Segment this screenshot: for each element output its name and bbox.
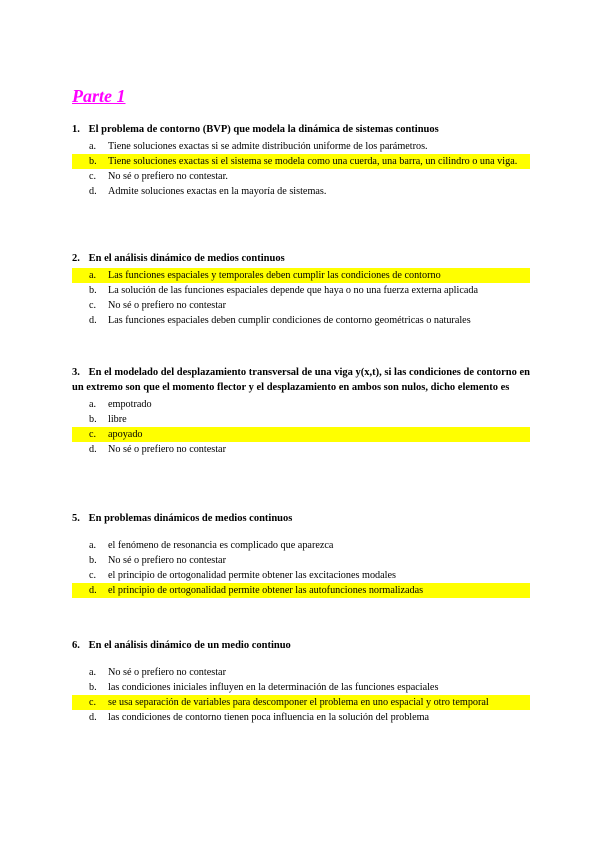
option-d xyxy=(72,710,530,725)
option-b-highlighted xyxy=(72,154,530,169)
option-d xyxy=(72,442,530,457)
question-5 xyxy=(72,511,530,598)
question-text: En el análisis dinámico de medios continuos xyxy=(88,253,285,264)
option-text: Tiene soluciones exactas si el sistema se modela como una cuerda, una barra, un cilindro o una viga. xyxy=(108,156,518,167)
option-d xyxy=(72,184,530,199)
options-list xyxy=(72,397,530,457)
option-a xyxy=(72,397,530,412)
option-text: No sé o prefiero no contestar xyxy=(108,444,226,455)
option-text: el principio de ortogonalidad permite obtener las excitaciones modales xyxy=(108,570,396,581)
option-letter: b. xyxy=(89,285,97,296)
question-text: En problemas dinámicos de medios continuos xyxy=(88,513,293,524)
option-text: No sé o prefiero no contestar xyxy=(108,555,226,566)
options-list xyxy=(72,139,530,199)
question-number: 2. xyxy=(72,253,80,264)
option-letter: a. xyxy=(89,270,97,281)
option-letter: b. xyxy=(89,555,97,566)
option-letter: c. xyxy=(89,171,97,182)
option-letter: a. xyxy=(89,141,97,152)
option-text: No sé o prefiero no contestar. xyxy=(108,171,228,182)
question-number: 3. xyxy=(72,367,80,378)
option-text: libre xyxy=(108,414,127,425)
section-title: Parte 1 xyxy=(72,86,126,106)
question-prompt xyxy=(72,511,530,526)
option-letter: c. xyxy=(89,697,97,708)
option-letter: b. xyxy=(89,414,97,425)
option-a xyxy=(72,538,530,553)
question-text: En el modelado del desplazamiento transversal de una viga y(x,t), si las condiciones de contorno en un extremo son que el momento flector y el desplazamiento en ambos son nulos, dicho elemento es xyxy=(72,367,530,393)
option-text: se usa separación de variables para descomponer el problema en uno espacial y otro temporal xyxy=(108,697,489,708)
option-letter: d. xyxy=(89,712,97,723)
option-letter: d. xyxy=(89,444,97,455)
option-letter: d. xyxy=(89,186,97,197)
option-text: apoyado xyxy=(108,429,143,440)
question-6 xyxy=(72,638,530,725)
option-text: Las funciones espaciales y temporales deben cumplir las condiciones de contorno xyxy=(108,270,441,281)
question-prompt xyxy=(72,122,530,137)
options-list xyxy=(72,268,530,328)
question-number: 5. xyxy=(72,513,80,524)
option-b xyxy=(72,283,530,298)
option-letter: d. xyxy=(89,315,97,326)
question-2 xyxy=(72,251,530,328)
option-c-highlighted xyxy=(72,695,530,710)
option-text: No sé o prefiero no contestar xyxy=(108,300,226,311)
question-number: 6. xyxy=(72,640,80,651)
question-3 xyxy=(72,365,530,457)
option-letter: b. xyxy=(89,156,97,167)
option-letter: d. xyxy=(89,585,97,596)
spacer xyxy=(72,526,530,536)
option-b xyxy=(72,412,530,427)
option-letter: c. xyxy=(89,570,97,581)
option-letter: a. xyxy=(89,540,97,551)
option-c xyxy=(72,568,530,583)
option-c xyxy=(72,169,530,184)
option-letter: c. xyxy=(89,429,97,440)
question-prompt xyxy=(72,365,530,395)
option-c-highlighted xyxy=(72,427,530,442)
option-text: La solución de las funciones espaciales depende que haya o no una fuerza externa aplicada xyxy=(108,285,478,296)
option-letter: b. xyxy=(89,682,97,693)
options-list xyxy=(72,665,530,725)
option-c xyxy=(72,298,530,313)
option-text: Las funciones espaciales deben cumplir condiciones de contorno geométricas o naturales xyxy=(108,315,471,326)
option-text: las condiciones iniciales influyen en la determinación de las funciones espaciales xyxy=(108,682,439,693)
question-text: El problema de contorno (BVP) que modela la dinámica de sistemas continuos xyxy=(88,124,439,135)
question-1 xyxy=(72,122,530,199)
option-b xyxy=(72,680,530,695)
question-prompt xyxy=(72,638,530,653)
options-list xyxy=(72,538,530,598)
option-text: el principio de ortogonalidad permite obtener las autofunciones normalizadas xyxy=(108,585,424,596)
option-letter: c. xyxy=(89,300,97,311)
option-d xyxy=(72,313,530,328)
option-text: las condiciones de contorno tienen poca influencia en la solución del problema xyxy=(108,712,430,723)
option-text: Tiene soluciones exactas si se admite distribución uniforme de los parámetros. xyxy=(108,141,428,152)
spacer xyxy=(72,653,530,663)
question-prompt xyxy=(72,251,530,266)
option-a xyxy=(72,139,530,154)
option-letter: a. xyxy=(89,399,97,410)
option-d-highlighted xyxy=(72,583,530,598)
option-b xyxy=(72,553,530,568)
question-text: En el análisis dinámico de un medio continuo xyxy=(88,640,291,651)
option-text: el fenómeno de resonancia es complicado que aparezca xyxy=(108,540,334,551)
option-letter: a. xyxy=(89,667,97,678)
question-number: 1. xyxy=(72,124,80,135)
option-a-highlighted xyxy=(72,268,530,283)
option-text: Admite soluciones exactas en la mayoría de sistemas. xyxy=(108,186,327,197)
option-text: empotrado xyxy=(108,399,152,410)
option-text: No sé o prefiero no contestar xyxy=(108,667,226,678)
option-a xyxy=(72,665,530,680)
